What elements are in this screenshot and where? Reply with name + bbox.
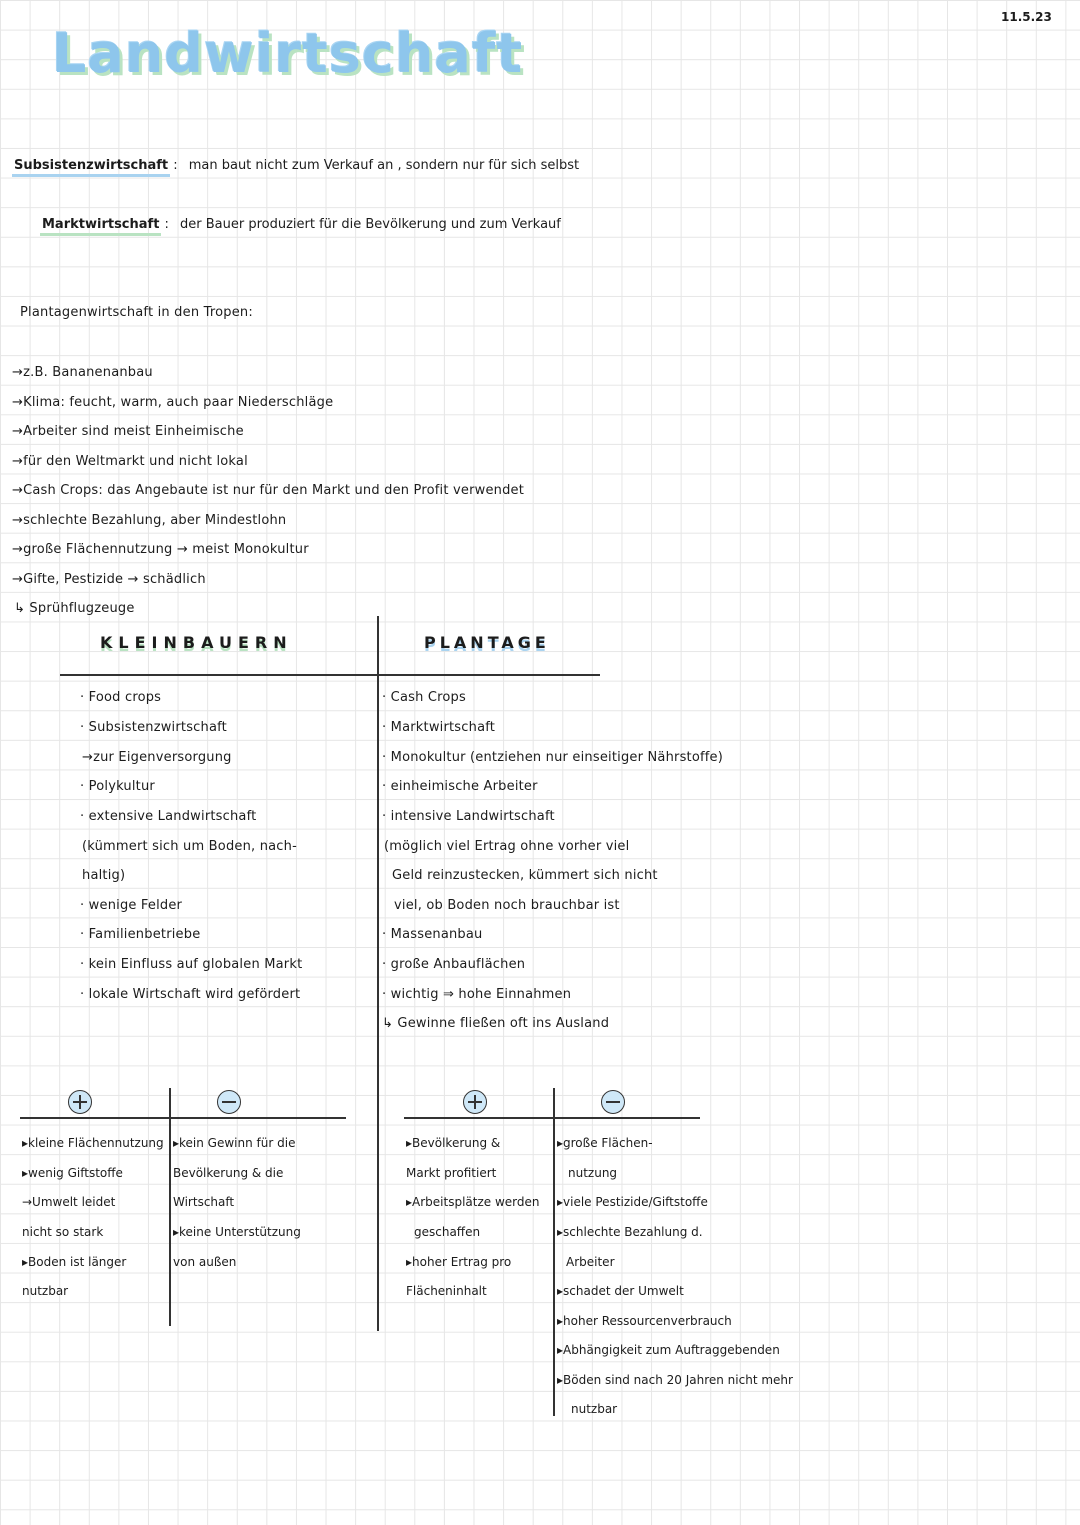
pro-item: ▸wenig Giftstoffe xyxy=(22,1166,123,1180)
con-item: ▸große Flächen- xyxy=(557,1136,653,1150)
list-item: · wenige Felder xyxy=(80,898,183,913)
date: 11.5.23 xyxy=(1001,10,1052,24)
column-heading-kleinbauern: KLEINBAUERN xyxy=(100,633,293,652)
definition-separator: : xyxy=(173,158,178,173)
pro-item: ▸hoher Ertrag pro xyxy=(406,1255,512,1269)
con-item: nutzung xyxy=(568,1166,618,1180)
list-item: · Familienbetriebe xyxy=(80,927,201,942)
pro-item: ▸Boden ist länger xyxy=(22,1255,127,1269)
definition-markt xyxy=(42,213,561,232)
pro-item: nutzbar xyxy=(22,1284,69,1298)
list-item: · Food crops xyxy=(80,690,162,705)
bullet-item: →für den Weltmarkt und nicht lokal xyxy=(12,454,248,469)
list-item: →zur Eigenversorgung xyxy=(82,750,232,765)
pro-item: ▸kleine Flächennutzung xyxy=(22,1136,164,1150)
list-item: · intensive Landwirtschaft xyxy=(382,809,555,824)
pros-cons-divider-vertical xyxy=(169,1088,171,1326)
list-item: · Massenanbau xyxy=(382,927,483,942)
list-item: · wichtig ⇒ hohe Einnahmen xyxy=(382,987,572,1002)
pro-item: nicht so stark xyxy=(22,1225,104,1239)
list-item: · Subsistenzwirtschaft xyxy=(80,720,227,735)
con-item: von außen xyxy=(173,1255,237,1269)
definition-term: Subsistenzwirtschaft xyxy=(14,158,169,173)
list-item: (möglich viel Ertrag ohne vorher viel xyxy=(384,839,630,854)
definition-text: der Bauer produziert für die Bevölkerung und zum Verkauf xyxy=(180,217,561,232)
bullet-item: →große Flächennutzung → meist Monokultur xyxy=(12,542,309,557)
pro-item: Flächeninhalt xyxy=(406,1284,487,1298)
bullet-item: →schlechte Bezahlung, aber Mindestlohn xyxy=(12,513,287,528)
con-item: ▸keine Unterstützung xyxy=(173,1225,301,1239)
minus-icon xyxy=(601,1090,625,1114)
table-divider-horizontal xyxy=(60,674,600,676)
list-item: (kümmert sich um Boden, nach- xyxy=(82,839,297,854)
section-heading: Plantagenwirtschaft in den Tropen: xyxy=(20,305,253,320)
list-item: · einheimische Arbeiter xyxy=(382,779,538,794)
con-item: ▸schlechte Bezahlung d. xyxy=(557,1225,703,1239)
list-item: · Cash Crops xyxy=(382,690,466,705)
bullet-item: →z.B. Bananenanbau xyxy=(12,365,153,380)
con-item: nutzbar xyxy=(571,1402,618,1416)
pros-cons-divider-horizontal xyxy=(20,1117,346,1119)
pro-item: ▸Bevölkerung & xyxy=(406,1136,501,1150)
con-item: ▸viele Pestizide/Giftstoffe xyxy=(557,1195,708,1209)
con-item: Arbeiter xyxy=(566,1255,615,1269)
bullet-item: →Gifte, Pestizide → schädlich xyxy=(12,572,206,587)
list-item: · Monokultur (entziehen nur einseitiger Nährstoffe) xyxy=(382,750,724,765)
con-item: ▸schadet der Umwelt xyxy=(557,1284,684,1298)
table-divider-vertical xyxy=(377,616,379,1331)
list-item: · Marktwirtschaft xyxy=(382,720,496,735)
list-item: · kein Einfluss auf globalen Markt xyxy=(80,957,303,972)
con-item: Bevölkerung & die xyxy=(173,1166,284,1180)
minus-icon xyxy=(217,1090,241,1114)
list-item: ↳ Gewinne fließen oft ins Ausland xyxy=(382,1016,610,1031)
list-item: Geld reinzustecken, kümmert sich nicht xyxy=(392,868,658,883)
definition-subsistenz xyxy=(14,154,579,173)
list-item: · Polykultur xyxy=(80,779,155,794)
definition-separator: : xyxy=(164,217,169,232)
list-item: · extensive Landwirtschaft xyxy=(80,809,257,824)
con-item: ▸Böden sind nach 20 Jahren nicht mehr xyxy=(557,1373,793,1387)
pros-cons-divider-vertical xyxy=(553,1088,555,1416)
list-item: · große Anbauflächen xyxy=(382,957,526,972)
list-item: · lokale Wirtschaft wird gefördert xyxy=(80,987,301,1002)
pro-item: Markt profitiert xyxy=(406,1166,497,1180)
definition-term: Marktwirtschaft xyxy=(42,217,160,232)
con-item: Wirtschaft xyxy=(173,1195,235,1209)
pro-item: →Umwelt leidet xyxy=(22,1195,116,1209)
con-item: ▸hoher Ressourcenverbrauch xyxy=(557,1314,732,1328)
definition-text: man baut nicht zum Verkauf an , sondern nur für sich selbst xyxy=(188,158,580,173)
column-heading-plantage: PLANTAGE xyxy=(424,633,550,652)
bullet-item: ↳ Sprühflugzeuge xyxy=(14,601,135,616)
page-title: Landwirtschaft xyxy=(52,22,524,85)
plus-icon xyxy=(463,1090,487,1114)
pro-item: geschaffen xyxy=(414,1225,481,1239)
bullet-item: →Klima: feucht, warm, auch paar Niederschläge xyxy=(12,395,334,410)
plus-icon xyxy=(68,1090,92,1114)
bullet-item: →Arbeiter sind meist Einheimische xyxy=(12,424,244,439)
con-item: ▸kein Gewinn für die xyxy=(173,1136,296,1150)
pros-cons-divider-horizontal xyxy=(404,1117,700,1119)
list-item: viel, ob Boden noch brauchbar ist xyxy=(394,898,620,913)
bullet-item: →Cash Crops: das Angebaute ist nur für den Markt und den Profit verwendet xyxy=(12,483,525,498)
pro-item: ▸Arbeitsplätze werden xyxy=(406,1195,540,1209)
list-item: haltig) xyxy=(82,868,126,883)
con-item: ▸Abhängigkeit zum Auftraggebenden xyxy=(557,1343,780,1357)
